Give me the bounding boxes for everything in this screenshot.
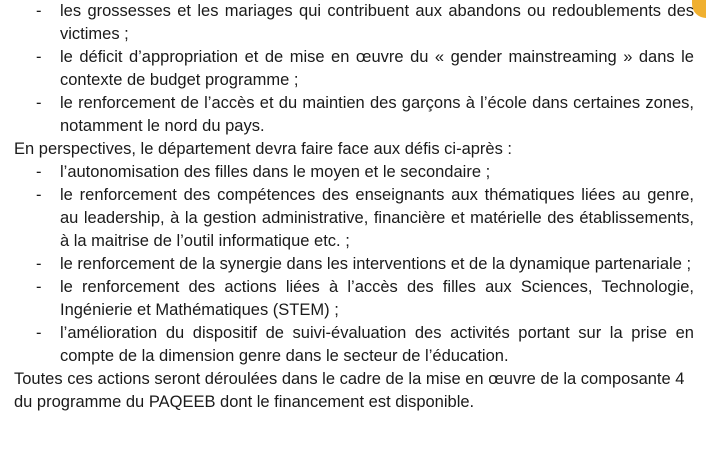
conclusion-paragraph: Toutes ces actions seront déroulées dans le cadre de la mise en œuvre de la composante 4 du programme du PAQEEB dont le financement est disponible.	[14, 370, 685, 411]
list-item: - le déficit d’appropriation et de mise en œuvre du « gender mainstreaming » dans le contexte de budget programme ;	[14, 46, 694, 92]
list-item: - le renforcement de la synergie dans les interventions et de la dynamique partenariale ;	[14, 253, 694, 276]
list-item: - l’amélioration du dispositif de suivi-évaluation des activités portant sur la prise en compte de la dimension genre dans le secteur de l’éducation.	[14, 322, 694, 368]
list-item: - les grossesses et les mariages qui contribuent aux abandons ou redoublements des victimes ;	[14, 0, 694, 46]
list-item: - le renforcement des compétences des enseignants aux thématiques liées au genre, au leadership, à la gestion administrative, financière et matérielle des établissements, à la maitrise de l’outil informatique etc. ;	[14, 184, 694, 253]
challenges-list	[14, 0, 694, 138]
list-item: - l’autonomisation des filles dans le moyen et le secondaire ;	[14, 161, 694, 184]
perspectives-list	[14, 161, 694, 368]
corner-decoration	[692, 0, 706, 18]
list-item: - le renforcement des actions liées à l’accès des filles aux Sciences, Technologie, Ingénierie et Mathématiques (STEM) ;	[14, 276, 694, 322]
perspectives-intro: En perspectives, le département devra faire face aux défis ci-après :	[14, 140, 513, 158]
document-page	[14, 0, 694, 414]
list-item: - le renforcement de l’accès et du maintien des garçons à l’école dans certaines zones, notamment le nord du pays.	[14, 92, 694, 138]
